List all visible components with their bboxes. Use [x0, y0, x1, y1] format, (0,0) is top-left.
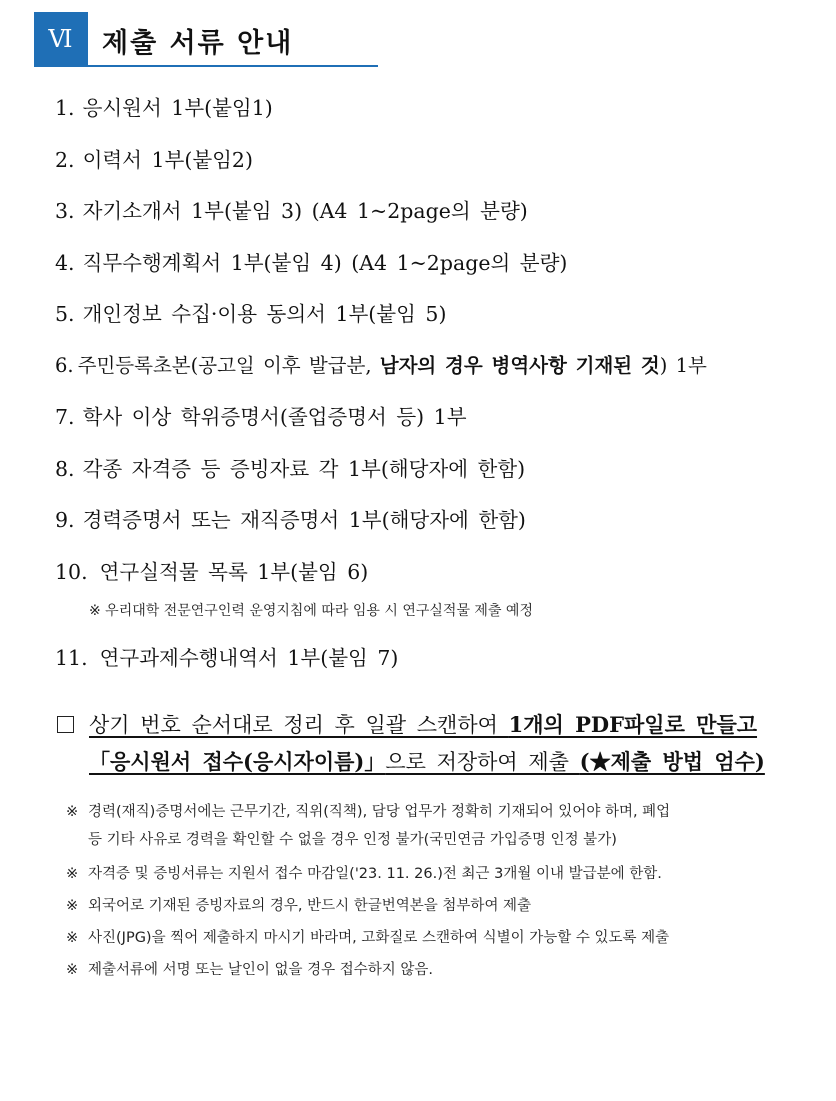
item-text: 자기소개서 1부(붙임 3) (A4 1~2page의 분량)	[82, 199, 528, 223]
section-number-badge: Ⅵ	[34, 12, 88, 66]
item-number: 11.	[55, 646, 88, 670]
item-number: 4.	[55, 251, 75, 275]
list-item	[55, 249, 567, 277]
list-item	[55, 506, 526, 534]
reference-mark-icon: ※	[66, 898, 79, 914]
note-item	[66, 800, 670, 821]
note-text: 제출서류에 서명 또는 날인이 없을 경우 접수하지 않음.	[88, 962, 434, 978]
instruction-emphasis: 1개의 PDF파일로 만들고	[508, 712, 758, 737]
list-item	[55, 403, 467, 431]
item-number: 3.	[55, 199, 75, 223]
reference-mark-icon: ※	[66, 930, 79, 946]
item-number: 5.	[55, 302, 75, 326]
item-number: 9.	[55, 508, 75, 532]
section-title: 제출 서류 안내	[102, 28, 294, 59]
instruction-text: 상기 번호 순서대로 정리 후 일괄 스캔하여	[89, 713, 509, 737]
list-item	[55, 94, 273, 122]
item-text: 연구과제수행내역서 1부(붙임 7)	[99, 646, 399, 670]
item-number: 2.	[55, 148, 75, 172]
item-number: 6.	[55, 354, 74, 377]
item-text: 응시원서 1부(붙임1)	[82, 96, 273, 120]
list-item	[55, 644, 398, 672]
instruction-line-1	[89, 710, 757, 740]
list-item	[55, 455, 525, 483]
instruction-text: 으로 저장하여 제출	[385, 750, 580, 774]
instruction-emphasis: (★제출 방법 엄수)	[579, 749, 765, 774]
section-header	[34, 12, 378, 68]
item-number: 8.	[55, 457, 75, 481]
item-text: 이력서 1부(붙임2)	[82, 148, 253, 172]
reference-mark-icon: ※	[66, 804, 79, 820]
list-item	[55, 146, 253, 174]
item-text: ) 1부	[659, 354, 707, 377]
checkbox-square-icon	[57, 716, 74, 733]
note-continuation: 등 기타 사유로 경력을 확인할 수 없을 경우 인정 불가(국민연금 가입증명 인정 불가)	[88, 832, 617, 848]
note-item	[66, 862, 662, 883]
note-text: 자격증 및 증빙서류는 지원서 접수 마감일('23. 11. 26.)전 최근 3개월 이내 발급분에 한함.	[88, 866, 662, 882]
item-number: 1.	[55, 96, 75, 120]
note-item	[66, 894, 531, 915]
item-text: 개인정보 수집·이용 동의서 1부(붙임 5)	[82, 302, 447, 326]
item-text: 직무수행계획서 1부(붙임 4) (A4 1~2page의 분량)	[82, 251, 568, 275]
item-text: 주민등록초본(공고일 이후 발급분,	[77, 354, 380, 377]
list-item	[55, 300, 446, 328]
item-number: 7.	[55, 405, 75, 429]
item-text: 연구실적물 목록 1부(붙임 6)	[99, 560, 369, 584]
note-text: 외국어로 기재된 증빙자료의 경우, 반드시 한글번역본을 첨부하여 제출	[88, 898, 532, 914]
list-item	[55, 558, 368, 586]
reference-mark-icon: ※	[66, 962, 79, 978]
item-text-emphasis: 남자의 경우 병역사항 기재된 것	[379, 354, 660, 377]
list-item	[55, 197, 528, 225]
note-item	[66, 958, 433, 979]
list-item	[55, 352, 707, 380]
item-text: 경력증명서 또는 재직증명서 1부(해당자에 한함)	[82, 508, 526, 532]
instruction-line-2	[89, 747, 765, 777]
item-text: 학사 이상 학위증명서(졸업증명서 등) 1부	[82, 405, 467, 429]
note-item	[66, 926, 669, 947]
instruction-emphasis: 「응시원서 접수(응시자이름)」	[89, 749, 386, 774]
reference-mark-icon: ※	[66, 866, 79, 882]
item-10-note: ※ 우리대학 전문연구인력 운영지침에 따라 임용 시 연구실적물 제출 예정	[89, 603, 533, 619]
item-number: 10.	[55, 560, 88, 584]
header-underline	[34, 65, 378, 67]
note-text: 경력(재직)증명서에는 근무기간, 직위(직책), 담당 업무가 정확히 기재되어 있어야 하며, 폐업	[88, 804, 671, 820]
item-text: 각종 자격증 등 증빙자료 각 1부(해당자에 한함)	[82, 457, 526, 481]
note-text: 사진(JPG)을 찍어 제출하지 마시기 바라며, 고화질로 스캔하여 식별이 가능할 수 있도록 제출	[88, 930, 670, 946]
